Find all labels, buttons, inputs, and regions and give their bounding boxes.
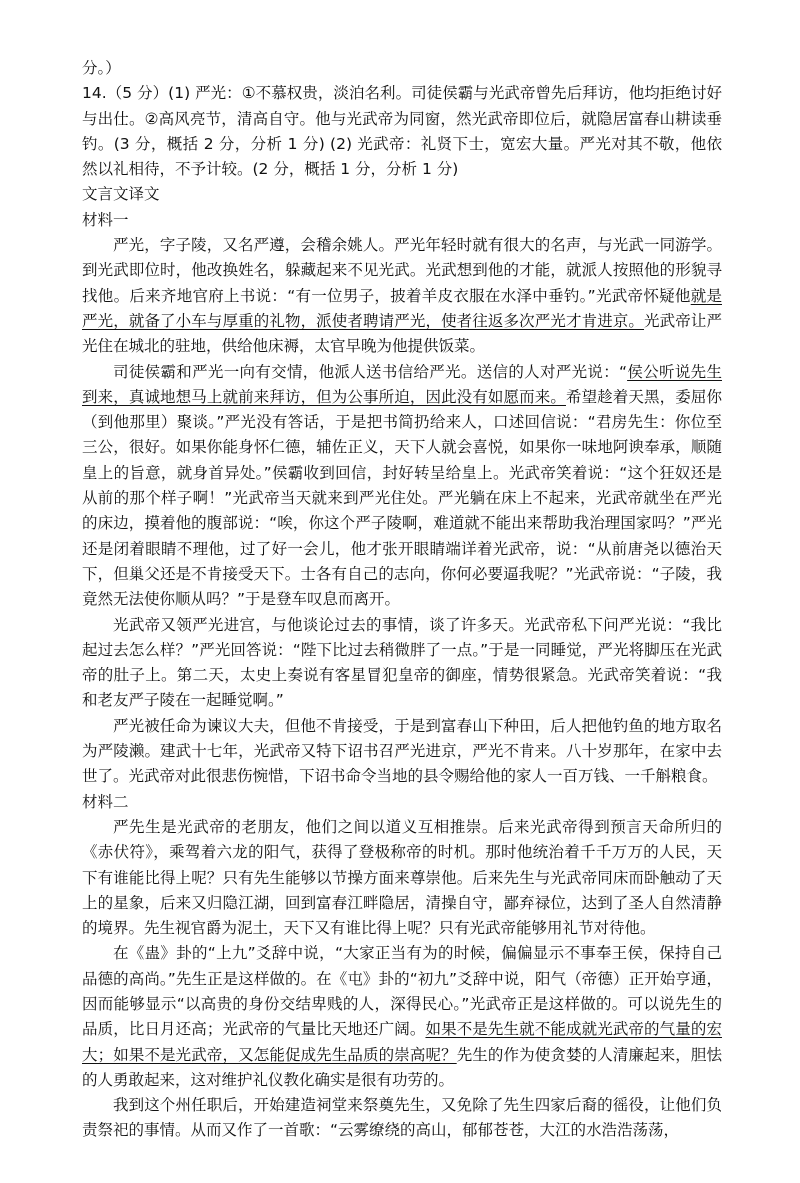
material1-paragraph-4: 严光被任命为谏议大夫，但他不肯接受，于是到富春山下种田，后人把他钓鱼的地方取名为严陵濑。建武十七年，光武帝又特下诏书召严光进京，严光不肯来。八十岁那年，在家中去世了。光武帝对此很悲伤惋惜，下诏书命令当地的县令赐给他的家人一百万钱、一千斛粮食。 (82, 716, 722, 786)
m1p1-underlined: 就是严光，就备了小车与厚重的礼物，派使者聘请严光，使者往返多次严光才肯进京。 (82, 286, 722, 330)
material1-paragraph-3: 光武帝又领严光进宫，与他谈论过去的事情，谈了许多天。光武帝私下问严光说：“我比起过去怎么样？”严光回答说：“陛下比过去稍微胖了一点。”于是一同睡觉，严光将脚压在光武帝的肚子上。第二天，太史上奏说有客星冒犯皇帝的御座，情势很紧急。光武帝笑着说：“我和老友严子陵在一起睡觉啊。” (82, 615, 722, 710)
material1-paragraph-1 (82, 233, 722, 359)
answer-prev-tail: 分。） (82, 59, 121, 77)
m1p2-text-b: 希望趁着天黑，委屈你（到他那里）聚谈。”严光没有答话，于是把书简扔给来人，口述回信说：“君房先生：你位至三公，很好。如果你能身怀仁德，辅佐正义，天下人就会喜悦，如果你一味地阿谀奉承，顺随皇上的旨意，就身首异处。”侯霸收到回信，封好转呈给皇上。光武帝笑着说：“这个狂奴还是从前的那个样子啊！”光武帝当天就来到严光住处。严光躺在床上不起来，光武帝就坐在严光的床边，摸着他的腹部说：“唉，你这个严子陵啊，难道就不能出来帮助我治理国家吗？”严光还是闭着眼睛不理他，过了好一会儿，他才张开眼睛端详着光武帝，说：“从前唐尧以德治天下，但巢父还是不肯接受天下。士各有自己的志向，你何必要逼我呢？”光武帝说：“子陵，我竟然无法使你顺从吗？”于是登车叹息而离开。 (82, 387, 722, 609)
material1-paragraph-2 (82, 360, 722, 613)
material2-paragraph-2 (82, 941, 722, 1093)
material2-paragraph-3: 我到这个州任职后，开始建造祠堂来祭奠先生，又免除了先生四家后裔的徭役，让他们负责祭祀的事情。从而又作了一首歌：“云雾缭绕的高山，郁郁苍苍，大江的水浩浩荡荡， (82, 1096, 722, 1140)
material2-paragraph-1: 严先生是光武帝的老朋友，他们之间以道义互相推崇。后来光武帝得到预言天命所归的《赤伏符》，乘驾着六龙的阳气，获得了登极称帝的时机。那时他统治着千千万万的人民，天下有谁能比得上呢？只有先生能够以节操方面来尊崇他。后来先生与光武帝同床而卧触动了天上的星象，后来又归隐江湖，回到富春江畔隐居，清操自守，鄙弃禄位，达到了圣人自然清静的境界。先生视官爵为泥土，天下又有谁比得上呢？只有光武帝能够用礼节对待他。 (82, 817, 722, 938)
m2p2-text-b: 先生的作为使贪婪的人清廉起来，胆怯的人勇敢起来，这对维护礼仪教化确实是很有功劳的。 (82, 1045, 722, 1089)
answer-q14: 14.（5 分）(1) 严光：①不慕权贵，淡泊名利。司徒侯霸与光武帝曾先后拜访，他均拒绝讨好与出仕。②高风亮节，清高自守。他与光武帝为同窗，然光武帝即位后，就隐居富春山耕读垂钓。(3 分，概括 2 分，分析 1 分) (2) 光武帝：礼贤下士，宽宏大量。严光对其不敬，他依然以礼相待，不予计较。(2 分，概括 1 分，分析 1 分) (82, 84, 722, 179)
m1p1-text-b: 光武帝让严光住在城北的驻地，供给他床褥，太官早晚为他提供饭菜。 (82, 311, 722, 356)
material1-title: 材料一 (82, 210, 129, 229)
material2-title: 材料二 (82, 792, 129, 811)
m1p2-text-a: 司徒侯霸和严光一向有交情，他派人送书信给严光。送信的人对严光说：“ (113, 362, 628, 381)
m1p1-text-a: 严光，字子陵，又名严遵，会稽余姚人。严光年轻时就有很大的名声，与光武一同游学。到光武即位时，他改换姓名，躲藏起来不见光武。光武想到他的才能，就派人按照他的形貌寻找他。后来齐地官府上书说：“有一位男子，披着羊皮衣服在水泽中垂钓。”光武帝怀疑他 (82, 236, 722, 305)
m2p2-underlined: 如果不是先生就不能成就光武帝的气量的宏大；如果不是光武帝，又怎能促成先生品质的崇高呢？ (82, 1020, 722, 1064)
m2p2-text-a: 在《蛊》卦的“上九”爻辞中说，“大家正当有为的时候，偏偏显示不事奉王侯，保持自己品德的高尚。”先生正是这样做的。在《屯》卦的“初九”爻辞中说，阳气（帝德）正开始亨通，因而能够显示“以高贵的身份交结卑贱的人，深得民心。”光武帝正是这样做的。可以说先生的品质，比日月还高；光武帝的气量比天地还广阔。 (82, 944, 722, 1039)
m1p2-underlined: 侯公听说先生到来，真诚地想马上就前来拜访，但为公事所迫，因此没有如愿而来。 (82, 362, 722, 406)
section-title: 文言文译文 (82, 185, 160, 204)
document-page (82, 56, 722, 1144)
